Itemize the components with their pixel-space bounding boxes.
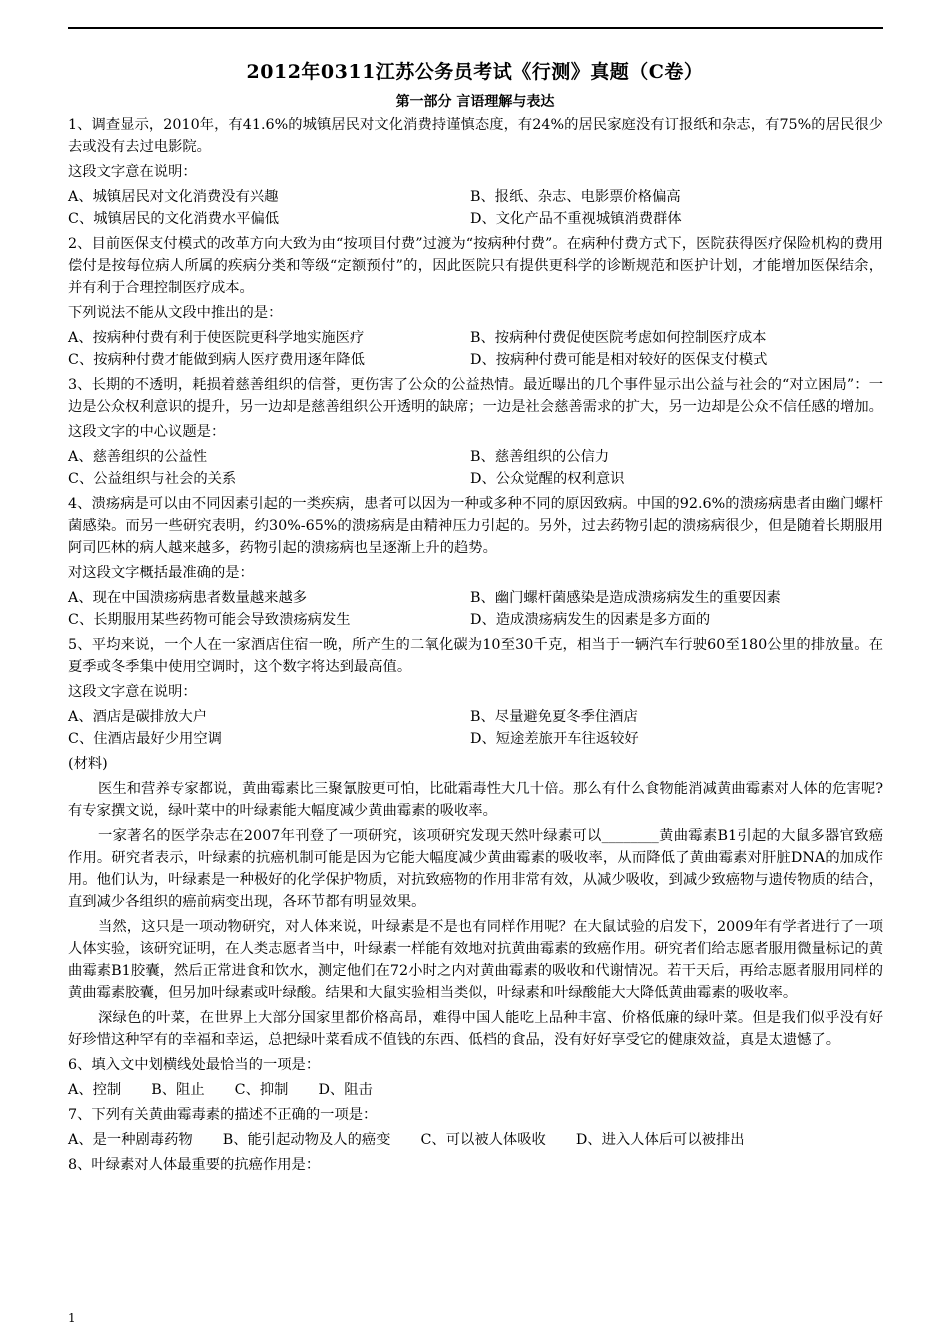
question-5-options [68, 706, 883, 750]
question-2-options [68, 327, 883, 371]
option-c: C、抑制 [234, 1082, 289, 1098]
option-b: B、慈善组织的公信力 [470, 449, 610, 465]
question-6-stem: 6、填入文中划横线处最恰当的一项是： [68, 1057, 321, 1073]
option-b: B、尽量避免夏冬季住酒店 [470, 709, 638, 725]
option-d: D、短途差旅开车往返较好 [470, 731, 639, 747]
question-7-stem: 7、下列有关黄曲霉毒素的描述不正确的一项是： [68, 1107, 378, 1123]
option-a: A、是一种剧毒药物 [68, 1132, 193, 1148]
question-4-options [68, 587, 883, 631]
option-c: C、按病种付费才能做到病人医疗费用逐年降低 [68, 352, 365, 368]
question-1-options [68, 186, 883, 230]
question-3-stem: 这段文字的中心议题是： [68, 424, 226, 440]
question-2-text: 2、目前医保支付模式的改革方向大致为由“按项目付费”过渡为“按病种付费”。在病种付费方式下，医院获得医疗保险机构的费用偿付是按每位病人所属的疾病分类和等级“定额预付”的，因此医院只有提供更科学的诊断规范和医护计划，才能增加医保结余，并有利于合理控制医疗成本。 [68, 236, 883, 296]
option-a: A、酒店是碳排放大户 [68, 709, 207, 725]
option-c: C、可以被人体吸收 [420, 1132, 546, 1148]
question-3-options [68, 446, 883, 490]
option-c: C、城镇居民的文化消费水平偏低 [68, 211, 280, 227]
option-d: D、阻击 [318, 1082, 373, 1098]
question-5-stem: 这段文字意在说明： [68, 684, 197, 700]
option-b: B、能引起动物及人的癌变 [222, 1132, 391, 1148]
option-b: B、报纸、杂志、电影票价格偏高 [470, 189, 681, 205]
material-paragraph: 深绿色的叶菜，在世界上大部分国家里都价格高昂，难得中国人能吃上品种丰富、价格低廉的绿叶菜。但是我们似乎没有好好珍惜这种罕有的幸福和幸运，总把绿叶菜看成不值钱的东西、低档的食品，没有好好享受它的健康效益，真是太遗憾了。 [68, 1010, 883, 1048]
option-c: C、住酒店最好少用空调 [68, 731, 222, 747]
question-5-text: 5、平均来说，一个人在一家酒店住宿一晚，所产生的二氧化碳为10至30千克，相当于一辆汽车行驶60至180公里的排放量。在夏季或冬季集中使用空调时，这个数字将达到最高值。 [68, 637, 883, 675]
question-2-stem: 下列说法不能从文段中推出的是： [68, 305, 283, 321]
option-d: D、进入人体后可以被排出 [575, 1132, 745, 1148]
option-d: D、按病种付费可能是相对较好的医保支付模式 [470, 352, 768, 368]
option-b: B、按病种付费促使医院考虑如何控制医疗成本 [470, 330, 767, 346]
section-heading: 第一部分 言语理解与表达 [395, 94, 555, 110]
header-rule [68, 27, 883, 29]
material-paragraph: 当然，这只是一项动物研究，对人体来说，叶绿素是不是也有同样作用呢？在大鼠试验的启发下，2009年有学者进行了一项人体实验，该研究证明，在人类志愿者当中，叶绿素一样能有效地对抗黄曲霉素的致癌作用。研究者们给志愿者服用微量标记的黄曲霉素B1胶囊，然后正常进食和饮水，测定他们在72小时之内对黄曲霉素的吸收和代谢情况。若干天后，再给志愿者服用同样的黄曲霉素胶囊，但另加叶绿素或叶绿酸。结果和大鼠实验相当类似，叶绿素和叶绿酸能大大降低黄曲霉素的吸收率。 [68, 919, 883, 1001]
page-number: 1 [68, 1311, 76, 1325]
option-c: C、公益组织与社会的关系 [68, 471, 237, 487]
option-d: D、造成溃疡病发生的因素是多方面的 [470, 612, 711, 628]
question-1-stem: 这段文字意在说明： [68, 164, 197, 180]
option-d: D、公众觉醒的权利意识 [470, 471, 625, 487]
material-paragraph: 一家著名的医学杂志在2007年刊登了一项研究，该项研究发现天然叶绿素可以________黄曲霉素B1引起的大鼠多器官致癌作用。研究者表示，叶绿素的抗癌机制可能是因为它能大幅度减少黄曲霉素的吸收率，从而降低了黄曲霉素对肝脏DNA的加成作用。他们认为，叶绿素是一种极好的化学保护物质，对抗致癌物的作用非常有效，从减少吸收，到减少致癌物与遗传物质的结合，直到减少各组织的癌前病变出现，各环节都有明显效果。 [68, 828, 883, 910]
question-8-stem: 8、叶绿素对人体最重要的抗癌作用是： [68, 1157, 321, 1173]
option-d: D、文化产品不重视城镇消费群体 [470, 211, 682, 227]
question-3-text: 3、长期的不透明，耗损着慈善组织的信誉，更伤害了公众的公益热情。最近曝出的几个事件显示出公益与社会的“对立困局”：一边是公众权利意识的提升，另一边却是慈善组织公开透明的缺席；一边是社会慈善需求的扩大，另一边却是公众不信任感的增加。 [68, 377, 883, 415]
document-body [68, 114, 883, 1179]
option-a: A、控制 [68, 1082, 122, 1098]
option-c: C、长期服用某些药物可能会导致溃疡病发生 [68, 612, 351, 628]
question-7-options [68, 1129, 883, 1151]
question-1-text: 1、调查显示，2010年，有41.6%的城镇居民对文化消费持谨慎态度，有24%的居民家庭没有订报纸和杂志，有75%的居民很少去或没有去过电影院。 [68, 117, 883, 155]
option-a: A、城镇居民对文化消费没有兴趣 [68, 189, 279, 205]
question-4-text: 4、溃疡病是可以由不同因素引起的一类疾病，患者可以因为一种或多种不同的原因致病。中国的92.6%的溃疡病患者由幽门螺杆菌感染。而另一些研究表明，约30%-65%的溃疡病是由精神压力引起的。另外，过去药物引起的溃疡病很少，但是随着长期服用阿司匹林的病人越来越多，药物引起的溃疡病也呈逐渐上升的趋势。 [68, 496, 883, 556]
material-label: (材料) [68, 756, 108, 772]
option-b: B、幽门螺杆菌感染是造成溃疡病发生的重要因素 [470, 590, 781, 606]
material-paragraph: 医生和营养专家都说，黄曲霉素比三聚氰胺更可怕，比砒霜毒性大几十倍。那么有什么食物能消减黄曲霉素对人体的危害呢?有专家撰文说，绿叶菜中的叶绿素能大幅度减少黄曲霉素的吸收率。 [68, 781, 883, 819]
option-a: A、现在中国溃疡病患者数量越来越多 [68, 590, 308, 606]
option-a: A、慈善组织的公益性 [68, 449, 207, 465]
option-b: B、阻止 [151, 1082, 205, 1098]
question-4-stem: 对这段文字概括最准确的是： [68, 565, 254, 581]
question-6-options [68, 1079, 883, 1101]
page-title: 2012年0311江苏公务员考试《行测》真题（C卷） [246, 61, 704, 83]
option-a: A、按病种付费有利于使医院更科学地实施医疗 [68, 330, 365, 346]
